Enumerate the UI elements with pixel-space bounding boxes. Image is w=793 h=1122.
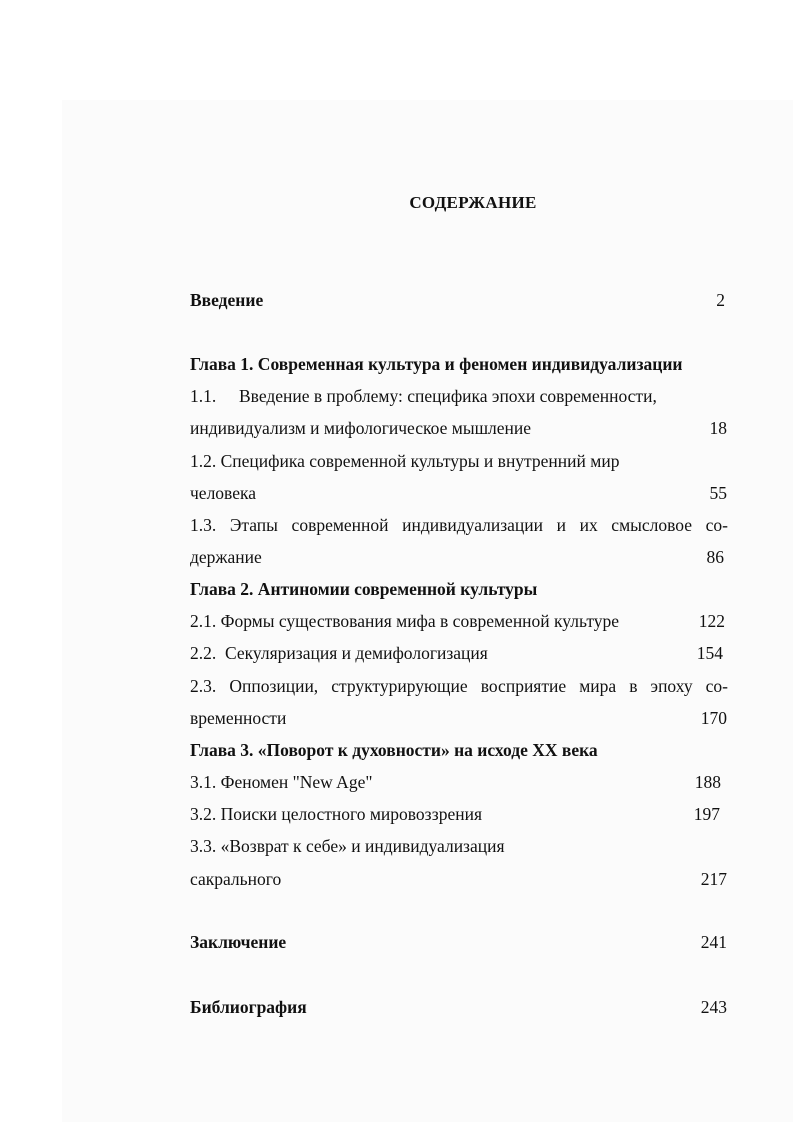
toc-section-label: индивидуализм и мифологическое мышление (190, 418, 532, 438)
toc-section-label: сакрального (190, 869, 282, 889)
toc-entry-bibliography[interactable] (190, 995, 728, 1019)
toc-section-label: 3.3. «Возврат к себе» и индивидуализация (190, 836, 505, 856)
toc-section-1-2-continued[interactable] (190, 481, 728, 505)
toc-section-1-1[interactable] (190, 384, 728, 408)
toc-section-label: 2.3. Оппозиции, структурирующие восприятие мира в эпоху со- (190, 676, 728, 696)
toc-section-2-3[interactable] (190, 674, 728, 698)
toc-section-label: 1.3. Этапы современной индивидуализации и их смысловое со- (190, 515, 728, 535)
toc-section-label: Введение в проблему: специфика эпохи современности, (239, 386, 657, 406)
toc-section-2-3-continued[interactable] (190, 706, 728, 730)
toc-section-2-1[interactable] (190, 609, 728, 633)
toc-section-number: 1.1. (190, 386, 217, 406)
toc-section-label: 3.1. Феномен "New Age" (190, 772, 373, 792)
toc-chapter-label: Глава 1. Современная культура и феномен индивидуализации (190, 354, 683, 374)
toc-page-number: 197 (693, 804, 720, 824)
toc-page-number: 188 (694, 772, 721, 792)
toc-section-3-2[interactable] (190, 802, 728, 826)
toc-section-label: держание (190, 547, 262, 567)
toc-entry-label: Заключение (190, 932, 287, 952)
toc-section-1-1-continued[interactable] (190, 416, 728, 440)
toc-page-number: 86 (706, 547, 724, 567)
toc-page-number: 170 (700, 708, 727, 728)
toc-section-3-3-continued[interactable] (190, 867, 728, 891)
toc-entry-intro[interactable] (190, 288, 728, 312)
toc-chapter-label: Глава 2. Антиномии современной культуры (190, 579, 538, 599)
toc-page-number: 18 (709, 418, 727, 438)
toc-section-label: 1.2. Специфика современной культуры и внутренний мир (190, 451, 620, 471)
toc-page-number: 243 (700, 997, 727, 1017)
toc-entry-label: Библиография (190, 997, 307, 1017)
toc-page-number: 55 (709, 483, 727, 503)
toc-section-label: 2.1. Формы существования мифа в современной культуре (190, 611, 620, 631)
page-title: СОДЕРЖАНИЕ (409, 193, 537, 212)
toc-chapter-3[interactable] (190, 738, 728, 762)
toc-section-label: 3.2. Поиски целостного мировоззрения (190, 804, 483, 824)
toc-entry-label: Введение (190, 290, 264, 310)
toc-page-number: 122 (698, 611, 725, 631)
toc-section-1-2[interactable] (190, 449, 728, 473)
toc-page-number: 217 (700, 869, 727, 889)
toc-page-number: 2 (716, 290, 725, 310)
toc-section-2-2[interactable] (190, 641, 728, 665)
toc-section-1-3-continued[interactable] (190, 545, 728, 569)
toc-chapter-1[interactable] (190, 352, 728, 376)
toc-page-number: 154 (696, 643, 723, 663)
toc-page-number: 241 (700, 932, 727, 952)
toc-chapter-2[interactable] (190, 577, 728, 601)
toc-section-label: временности (190, 708, 287, 728)
toc-entry-conclusion[interactable] (190, 930, 728, 954)
toc-section-label: 2.2. Секуляризация и демифологизация (190, 643, 488, 663)
toc-section-3-1[interactable] (190, 770, 728, 794)
toc-chapter-label: Глава 3. «Поворот к духовности» на исходе XX века (190, 740, 598, 760)
toc-section-1-3[interactable] (190, 513, 728, 537)
toc-section-3-3[interactable] (190, 834, 728, 858)
toc-section-label: человека (190, 483, 256, 503)
